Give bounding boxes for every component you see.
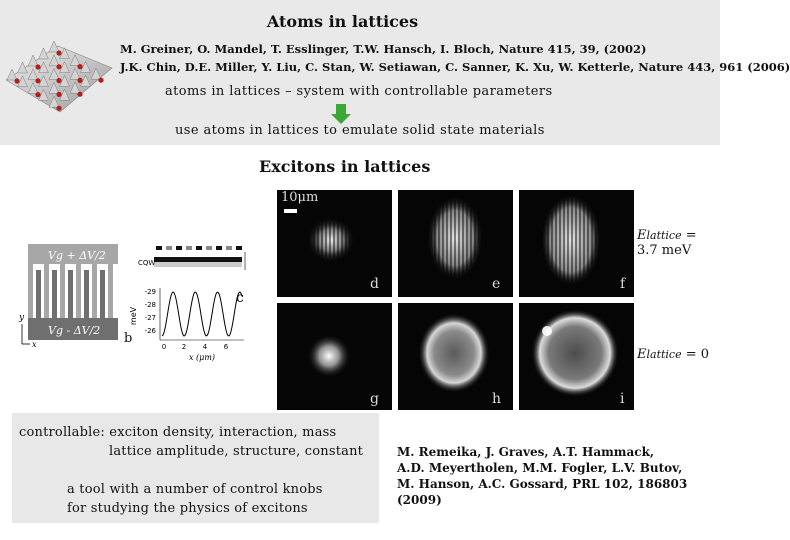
electrode-dash (176, 246, 182, 250)
atom-dot (14, 78, 19, 83)
cqw-bar (156, 246, 242, 250)
control-parameters-box (12, 413, 379, 523)
x-axis-title: x (μm) (188, 353, 216, 362)
top-voltage-label: Vg + ΔV/2 (48, 249, 106, 262)
energy-subscript: lattice (646, 348, 682, 361)
atom-dot (77, 92, 82, 97)
free-emission-large-ring (519, 303, 634, 410)
tool-line-2: for studying the physics of excitons (67, 501, 308, 516)
potential-plot (118, 240, 253, 362)
y-tick-label: -27 (144, 314, 156, 322)
electrode-dash (196, 246, 202, 250)
scale-bar (284, 209, 297, 213)
atoms-statement: atoms in lattices – system with controllable parameters (165, 84, 553, 99)
energy-label-bottom (637, 347, 709, 362)
atom-dot (56, 106, 61, 111)
atom-dot (35, 92, 40, 97)
panel-label: h (492, 391, 502, 407)
panel-label: g (370, 391, 379, 407)
electrode-dash (186, 246, 192, 250)
electrode-dash (206, 246, 212, 250)
potential-curve (162, 292, 242, 336)
image-panel-h (398, 303, 513, 410)
electrode-schematic (20, 240, 120, 348)
panel-label: f (620, 276, 626, 292)
scale-bar-label: 10μm (281, 190, 319, 205)
cqw-layer-dark (154, 257, 242, 262)
image-panel-e (398, 190, 513, 297)
y-tick-label: -28 (144, 301, 156, 309)
atom-dot (35, 78, 40, 83)
electrode-dash (226, 246, 232, 250)
reference-line: A.D. Meyertholen, M.M. Fogler, L.V. Butov, (397, 461, 683, 475)
controllable-line-2: lattice amplitude, structure, constant (109, 444, 364, 459)
image-panel-f (519, 190, 634, 297)
atom-dot (56, 92, 61, 97)
electrode-dash (216, 246, 222, 250)
image-panel-g (277, 303, 392, 410)
electrode-dash (156, 246, 162, 250)
schematic-x-label: x (32, 340, 37, 349)
image-panel-d (277, 190, 392, 297)
atom-dot (56, 64, 61, 69)
reference-line: M. Hanson, A.C. Gossard, PRL 102, 186803 (2009) (397, 477, 688, 507)
panel-label: d (370, 276, 379, 292)
bottom-voltage-label: Vg - ΔV/2 (48, 324, 101, 337)
excitons-title: Excitons in lattices (259, 157, 431, 176)
image-panel-i (519, 303, 634, 410)
energy-label-top (637, 228, 720, 258)
y-axis-title: meV (129, 306, 138, 326)
reference-remeika (397, 444, 720, 508)
energy-top-value: = 3.7 meV (637, 228, 701, 258)
panel-label: i (620, 391, 625, 407)
energy-bottom-value: = 0 (681, 347, 710, 362)
atom-dot (98, 78, 103, 83)
atom-dot (56, 50, 61, 55)
energy-subscript: lattice (646, 229, 682, 242)
atom-dot (35, 64, 40, 69)
cqw-label: CQW (138, 259, 156, 267)
schematic-y-label: y (19, 313, 25, 323)
atoms-title: Atoms in lattices (266, 12, 419, 31)
x-tick-label: 2 (181, 343, 187, 351)
atom-dot (77, 64, 82, 69)
electrode-dash (166, 246, 172, 250)
x-tick-label: 0 (161, 343, 167, 351)
y-tick-label: -29 (144, 288, 156, 296)
reference-greiner: M. Greiner, O. Mandel, T. Esslinger, T.W. Hansch, I. Bloch, Nature 415, 39, (2002) (120, 42, 647, 56)
reference-chin: J.K. Chin, D.E. Miller, Y. Liu, C. Stan, W. Setiawan, C. Sanner, K. Xu, W. Ketterle, Nature 443, 961 (2006) (120, 60, 790, 74)
electrode-dash (236, 246, 242, 250)
y-tick-label: -26 (144, 327, 156, 335)
energy-symbol: E (637, 228, 647, 243)
down-arrow-icon (331, 104, 351, 124)
lattice-emission-large (519, 190, 634, 297)
atom-dot (56, 78, 61, 83)
panel-b-label: b (124, 331, 133, 346)
reference-line: M. Remeika, J. Graves, A.T. Hammack, (397, 445, 655, 459)
atom-dot (77, 78, 82, 83)
atoms-conclusion: use atoms in lattices to emulate solid state materials (175, 123, 545, 138)
panel-c-label: c (236, 290, 244, 306)
controllable-line-1: controllable: exciton density, interaction, mass (19, 425, 337, 440)
cqw-layer-light (154, 262, 242, 267)
optical-lattice-illustration (2, 28, 114, 116)
x-tick-label: 6 (223, 343, 229, 351)
panel-label: e (492, 276, 501, 292)
x-tick-label: 4 (202, 343, 208, 351)
tool-line-1: a tool with a number of control knobs (67, 482, 323, 497)
energy-symbol: E (637, 347, 647, 362)
